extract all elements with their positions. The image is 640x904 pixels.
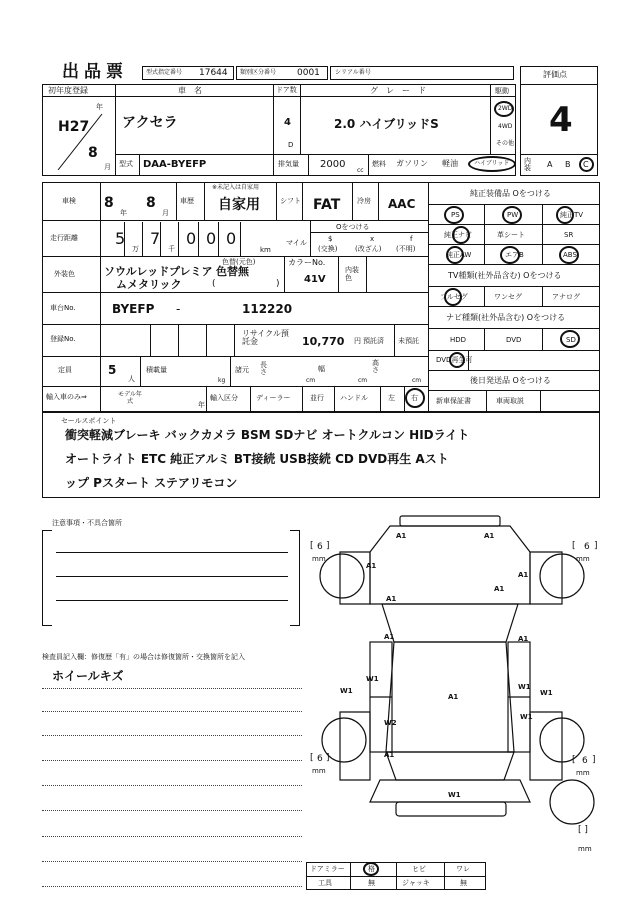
mileage-digit-4: 0 (206, 229, 217, 248)
import-label: 輸入車のみ⇒ (46, 393, 87, 401)
handle-right: 右 (411, 394, 418, 402)
cap-unit: 人 (128, 375, 135, 383)
mileage-km: km (260, 246, 271, 254)
cc: 2000 (320, 159, 346, 170)
dim-label: 諸元 (235, 366, 249, 374)
tv-title: TV種類(社外品含む) Oをつける (448, 271, 562, 280)
mirror-label: ドアミラー (310, 865, 345, 873)
shaken-year: 8 (104, 195, 114, 211)
equip-abs-circle (559, 246, 579, 264)
later-title: 後日発送品 Oをつける (470, 376, 551, 385)
equip-sr: SR (564, 231, 574, 239)
drive-4wd: 4WD (498, 123, 513, 130)
tread-rl: 6 (317, 754, 323, 764)
class-box (236, 66, 328, 80)
equip-title: 純正装備品 Oをつける (470, 189, 551, 198)
handle-label: ハンドル (340, 394, 368, 402)
interior-c-circle (579, 157, 594, 172)
equip-aw-circle (446, 246, 464, 264)
drive-other: その他 (496, 140, 515, 147)
mark-rear-bumper: W1 (448, 791, 461, 799)
mark-left-fender: A1 (366, 562, 377, 570)
int-color-label: 内装色 (345, 266, 359, 282)
serial-label: シリアル番号 (335, 69, 371, 76)
mark-roof: A1 (448, 693, 459, 701)
inspector-label: 検査員記入欄：修復歴「有」の場合は修復箇所・交換箇所を記入 (42, 653, 245, 661)
inspector-text: ホイールキズ (52, 669, 124, 683)
color-paren-left: ( (212, 279, 216, 289)
sales-label: セールスポイント (61, 417, 117, 425)
mileage-digit-1: 5 (115, 229, 126, 248)
chassis-dash: - (176, 302, 181, 316)
cap: 5 (108, 363, 117, 377)
len-label: 長さ (260, 361, 267, 376)
dvd-play-circle (449, 352, 465, 368)
tread-rl-bracket-r: ] (326, 753, 330, 763)
color-paren-right: ) (276, 279, 280, 289)
doors-label: ドア数 (276, 86, 297, 94)
wale-label: ワレ (456, 865, 470, 873)
attention-label: 注意事項・不具合箇所 (52, 519, 122, 527)
load-label: 積載量 (146, 366, 167, 374)
tread-spare-mm: mm (578, 845, 592, 853)
mileage-label: 走行距離 (50, 234, 78, 242)
mark-right-door-front: A1 (518, 635, 529, 643)
tread-fl: 6 (317, 542, 323, 552)
mark-right-door: W1 (518, 683, 531, 691)
exch-c: f (410, 235, 413, 243)
interior-c: C (583, 160, 589, 169)
mark-right-fender: A1 (518, 571, 529, 579)
history-label: 車歴 (180, 197, 194, 205)
serial-box (330, 66, 514, 80)
len-cm: cm (306, 377, 316, 384)
mark-front-bumper-r: A1 (484, 532, 495, 540)
recycle-paid: 預託済 (363, 337, 384, 345)
navi-hdd: HDD (450, 336, 467, 344)
exch-c2: (不明) (396, 245, 416, 253)
sales-box (42, 412, 600, 498)
ac-label: 冷房 (357, 197, 371, 205)
later-warranty: 新車保証書 (436, 397, 471, 405)
equip-pw: PW (507, 211, 519, 219)
drive-2wd: 2WD (498, 105, 513, 112)
dvd-play: DVD再生可 (436, 356, 473, 364)
mark-right-quarter: W1 (520, 713, 533, 721)
shift: FAT (313, 197, 341, 213)
equip-tv-circle (556, 206, 574, 224)
tread-rl-bracket-l: [ (310, 753, 314, 763)
color-no: 41V (304, 274, 326, 285)
shaken-month: 8 (146, 195, 156, 211)
navi-dvd: DVD (506, 336, 522, 344)
load-unit: kg (218, 377, 226, 384)
ac: AAC (388, 197, 416, 211)
drive-label: 駆動 (495, 87, 509, 95)
mileage-digit-3: 0 (186, 229, 197, 248)
mark-right-wheel-front: W1 (540, 689, 553, 697)
exch-b2: (改ざん) (355, 245, 382, 253)
model-cert-no: 17644 (199, 68, 228, 78)
shaken-year-unit: 年 (120, 209, 127, 217)
handle-right-circle (405, 388, 425, 408)
equip-abs: ABS (563, 251, 577, 259)
mileage-digit-2: 7 (150, 229, 161, 248)
reg-slash (52, 110, 108, 166)
tv-oneseg: ワンセグ (494, 293, 522, 301)
hgt-cm: cm (412, 377, 422, 384)
tread-rr: 6 (582, 756, 588, 766)
model-year-unit: 年 (198, 401, 205, 409)
tread-fl-bracket-l: [ (310, 541, 314, 551)
mileage-man: 万 (132, 245, 139, 253)
jack-value: 無 (460, 879, 467, 887)
tread-fr: 6 (584, 542, 590, 552)
page-title: 出品票 (62, 62, 128, 82)
tread-fr-bracket-l: [ (572, 541, 576, 551)
eval-label: 評価点 (543, 70, 567, 79)
cc-label: 排気量 (278, 160, 299, 168)
recycle: 10,770 (302, 335, 345, 348)
mark-left-door: W1 (366, 675, 379, 683)
doors-d: D (288, 141, 294, 149)
tv-analog: アナログ (552, 293, 580, 301)
car-name: アクセラ (122, 115, 178, 131)
equip-tv: 純正TV (560, 211, 584, 219)
exch-a: $ (328, 235, 333, 243)
tread-rr-mm: mm (576, 769, 590, 777)
chassis-label: 車台No. (50, 304, 76, 312)
regno-label: 登録No. (50, 335, 76, 343)
tread-rr-bracket-l: [ (572, 755, 576, 765)
mark-left-door-front: A1 (384, 633, 395, 641)
mark-left-quarter: W2 (384, 719, 397, 727)
cap-label: 定員 (58, 366, 72, 374)
parallel: 並行 (310, 394, 324, 402)
doors: 4 (284, 117, 291, 128)
recycle-label: リサイクル預託金 (242, 329, 289, 347)
tread-rr-bracket-r: ] (592, 755, 596, 765)
equip-ps-circle (444, 206, 464, 224)
shaken-month-unit: 月 (162, 209, 169, 217)
color-change: 色替無 (216, 265, 249, 278)
equip-aw: 純正AW (446, 251, 472, 259)
color-change-label: 色替(元色) (222, 258, 256, 266)
wid-cm: cm (358, 377, 368, 384)
recycle-unit: 円 (354, 337, 361, 345)
fuel-gas: ガソリン (396, 159, 428, 168)
interior-a: A (547, 160, 553, 169)
fuel-diesel: 軽油 (442, 159, 458, 168)
wid-label: 幅 (318, 365, 325, 373)
equip-pw-circle (502, 206, 522, 224)
mark-hood-l: A1 (386, 595, 397, 603)
jack-label: ジャッキ (402, 879, 430, 887)
equip-airbag-circle (500, 246, 520, 264)
navi-sd: SD (566, 336, 576, 344)
chassis-no: 112220 (242, 302, 293, 316)
mark-hood-r: A1 (494, 585, 505, 593)
mark-front-bumper: A1 (396, 532, 407, 540)
model-year-label: モデル年式 (118, 391, 142, 406)
equip-navi-circle (452, 226, 470, 244)
mile-label: マイル (286, 239, 307, 247)
exch-a2: (交換) (318, 245, 338, 253)
tread-fr-mm: mm (576, 555, 590, 563)
shaken-label: 車検 (62, 197, 76, 205)
mileage-sen: 千 (168, 245, 175, 253)
color-no-label: カラーNo. (288, 258, 326, 267)
later-manual: 車両取説 (496, 397, 524, 405)
sales-line-2: オートライト ETC 純正アルミ BT接続 USB接続 CD DVD再生 Aスト (65, 452, 449, 466)
mirror-circle (363, 862, 379, 876)
drive-2wd-circle (494, 101, 514, 117)
tv-fullseg: フルセグ (440, 293, 468, 301)
chassis-prefix: BYEFP (112, 302, 155, 316)
interior-label: 内装 (524, 157, 531, 172)
year-unit: 年 (96, 103, 103, 111)
tread-fr-bracket-r: ] (594, 541, 598, 551)
tool-value: 無 (368, 879, 375, 887)
car-name-label: 車 名 (178, 86, 202, 95)
fuel-label: 燃料 (372, 160, 386, 168)
mark-note: Oをつける (336, 223, 370, 231)
model: DAA-BYEFP (143, 159, 207, 170)
dealer: ディーラー (256, 394, 291, 402)
model-cert-box (142, 66, 234, 80)
history: 自家用 (218, 197, 260, 213)
handle-left: 左 (388, 394, 395, 402)
interior-box (520, 154, 598, 176)
attention-bracket-left (42, 530, 52, 626)
tread-spare-bracket: [ ] (578, 825, 588, 835)
attention-bracket-right (290, 530, 300, 626)
fuel-hybrid: ハイブリッド (474, 160, 510, 167)
sales-line-3: ップ Pスタート ステアリモコン (65, 476, 238, 490)
equip-ps: PS (451, 211, 460, 219)
import-div-label: 輸入区分 (210, 394, 238, 402)
cc-unit: cc (357, 167, 364, 174)
exch-b: x (370, 235, 375, 243)
tread-fl-bracket-r: ] (326, 541, 330, 551)
equip-airbag: エアB (505, 251, 524, 259)
model-cert-label: 型式指定番号 (146, 69, 183, 76)
mirror-value: 格 (368, 865, 375, 873)
color: ソウルレッドプレミア (104, 265, 213, 278)
navi-title: ナビ種類(社外品含む) Oをつける (446, 313, 566, 322)
interior-b: B (565, 160, 571, 169)
model-label: 型式 (119, 160, 133, 168)
equip-leather: 革シート (497, 231, 525, 239)
shift-label: シフト (280, 197, 301, 205)
sales-line-1: 衝突軽減ブレーキ バックカメラ BSM SDナビ オートクルコン HIDライト (65, 428, 470, 442)
grade-label: グ レ ー ド (370, 86, 426, 95)
recycle-unpaid: 未預託 (398, 337, 419, 345)
first-reg-month: 8 (88, 145, 98, 161)
color-2: ムメタリック (116, 278, 182, 291)
history-note: ※未記入は自家用 (212, 184, 260, 191)
mileage-digit-5: 0 (226, 229, 237, 248)
fuel-hybrid-circle (468, 156, 516, 172)
eval-score: 4 (549, 100, 573, 140)
crack-label: ヒビ (412, 865, 426, 873)
mark-left-rear: A1 (384, 751, 395, 759)
tread-fl-mm: mm (312, 555, 326, 563)
navi-sd-circle (560, 330, 580, 348)
first-reg-era: H27 (58, 119, 90, 135)
tread-rl-mm: mm (312, 767, 326, 775)
color-label: 外装色 (54, 270, 75, 278)
tv-fullseg-circle (444, 288, 462, 306)
tool-label: 工具 (318, 879, 332, 887)
equip-navi: 純正ナビ (444, 231, 472, 239)
class-label: 類別区分番号 (240, 69, 277, 76)
hgt-label: 高さ (372, 359, 379, 374)
month-unit: 月 (104, 163, 111, 171)
grade: 2.0 ハイブリッドS (334, 117, 439, 131)
first-reg-label: 初年度登録 (48, 86, 88, 95)
class-no: 0001 (297, 68, 320, 78)
mark-left-wheel-front: W1 (340, 687, 353, 695)
